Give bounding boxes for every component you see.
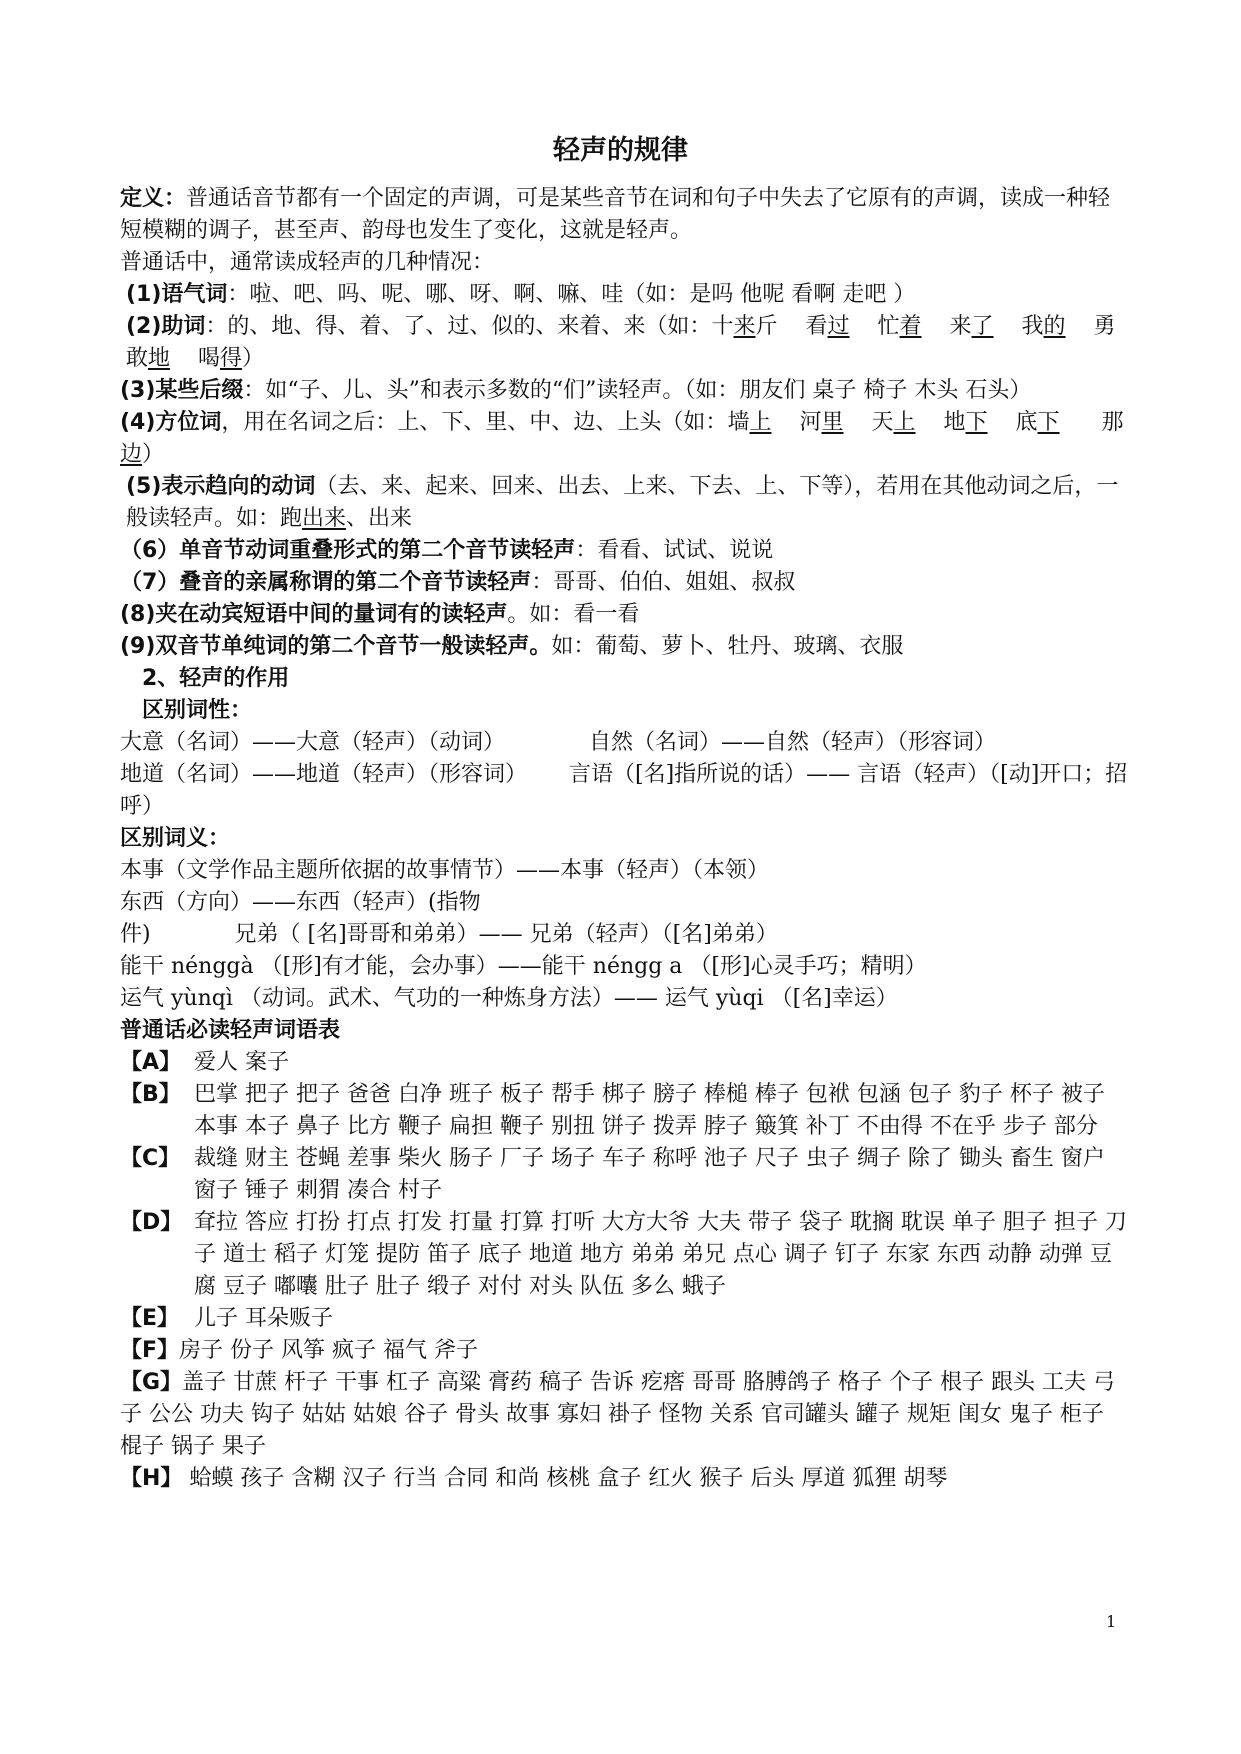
rule-6 <box>120 535 1130 567</box>
rule-2-text: ：的、地、得、着、了、过、似的、来着、来（如： <box>205 314 712 339</box>
rule-4-example: 那边 <box>120 410 1124 467</box>
rule-2-example: 喝得 <box>198 346 243 371</box>
rule-5-text: （去、来、起来、回来、出去、上来、下去、上、下等），若用在其他动词之后，一般读轻声。如：跑 <box>126 474 1119 531</box>
rule-7 <box>120 567 1130 599</box>
rule-2-example: 来了 <box>949 314 994 339</box>
ciyi-line-2: 东西（方向）——东西（轻声）(指物件) 兄弟（ [名]哥哥和弟弟）—— 兄弟（轻声）（[名]弟弟） <box>120 890 778 947</box>
section-2-heading: 2、轻声的作用 <box>142 666 290 691</box>
rule-1-text: ：啦、吧、吗、呢、哪、呀、啊、嘛、哇（如：是吗 他呢 看啊 走吧 ） <box>227 282 916 307</box>
rule-3-label: (3)某些后缀 <box>120 378 244 403</box>
group-b <box>120 1079 1130 1143</box>
ciyi-line-4: 运气 yùnqì （动词。武术、气功的一种炼身方法）—— 运气 yùqi （[名]幸运） <box>120 986 898 1011</box>
group-g-words: 盖子 甘蔗 杆子 干事 杠子 高粱 膏药 稿子 告诉 疙瘩 哥哥 胳膊鸽子 格子 个子 根子 跟头 工夫 弓子 公公 功夫 钩子 姑姑 姑娘 谷子 骨头 故事 寡妇 褂子 怪物 关系 官司罐头 罐子 规矩 闺女 鬼子 柜子 棍子 锅子 果子 <box>120 1370 1115 1459</box>
rule-4-label: (4)方位词 <box>120 410 222 435</box>
group-d-label: 【D】 <box>120 1210 183 1235</box>
group-b-words: 巴掌 把子 把子 爸爸 白净 班子 板子 帮手 梆子 膀子 棒槌 棒子 包袱 包涵 包子 豹子 杯子 被子 本事 本子 鼻子 比方 鞭子 扁担 鞭子 别扭 饼子 拨弄 脖子 簸箕 补丁 不由得 不在乎 步子 部分 <box>194 1082 1105 1139</box>
document-body <box>120 183 1130 1495</box>
group-f-words: 房子 份子 风筝 疯子 福气 斧子 <box>179 1338 478 1363</box>
group-g <box>120 1367 1130 1463</box>
rule-2-label: (2)助词 <box>126 314 206 339</box>
rule-4-example: 墙上 <box>727 410 772 435</box>
rule-9-label: (9)双音节单纯词的第二个音节一般读轻声。 <box>120 634 552 659</box>
group-c-words: 裁缝 财主 苍蝇 差事 柴火 肠子 厂子 场子 车子 称呼 池子 尺子 虫子 绸子 除了 锄头 畜生 窗户 窗子 锤子 刺猬 凑合 村子 <box>194 1146 1105 1203</box>
rule-6-label: （6）单音节动词重叠形式的第二个音节读轻声 <box>120 538 576 563</box>
rule-2-example: 忙着 <box>877 314 922 339</box>
rule-5-label: (5)表示趋向的动词 <box>126 474 316 499</box>
rule-2-example: 我的 <box>1021 314 1066 339</box>
rule-2-example: 看过 <box>805 314 850 339</box>
definition-paragraph <box>120 183 1130 247</box>
group-e <box>120 1303 1130 1335</box>
group-a <box>120 1047 1130 1079</box>
cixing-heading: 区别词性： <box>142 698 253 723</box>
group-a-words: 爱人 案子 <box>194 1050 289 1075</box>
page-title: 轻声的规律 <box>553 135 688 166</box>
group-b-label: 【B】 <box>120 1082 181 1107</box>
group-e-label: 【E】 <box>120 1306 180 1331</box>
cixing-line-2: 地道（名词）——地道（轻声）（形容词） 言语（[名]指所说的话）—— 言语（轻声）（[动]开口；招呼） <box>120 762 1128 819</box>
rule-2-example: 十来斤 <box>711 314 778 339</box>
ciyi-line-1: 本事（文学作品主题所依据的故事情节）——本事（轻声）（本领） <box>120 858 770 883</box>
rule-1-label: (1)语气词 <box>126 282 228 307</box>
rule-4-example: 天上 <box>871 410 916 435</box>
rule-9 <box>120 631 1130 663</box>
ciyi-heading: 区别词义： <box>120 826 231 851</box>
group-g-label: 【G】 <box>120 1370 183 1395</box>
group-d <box>120 1207 1130 1303</box>
ciyi-line-3: 能干 nénggà （[形]有才能，会办事）——能干 néngg a （[形]心灵手巧；精明） <box>120 954 927 979</box>
group-c-label: 【C】 <box>120 1146 181 1171</box>
group-c <box>120 1143 1130 1207</box>
group-f <box>120 1335 1130 1367</box>
group-d-words: 耷拉 答应 打扮 打点 打发 打量 打算 打听 大方大爷 大夫 带子 袋子 耽搁 耽误 单子 胆子 担子 刀子 道士 稻子 灯笼 提防 笛子 底子 地道 地方 弟弟 弟兄 点心 调子 钉子 东家 东西 动静 动弹 豆腐 豆子 嘟囔 肚子 肚子 缎子 对付 对头 队伍 多么 蛾子 <box>194 1210 1127 1299</box>
rule-4-text: ，用在名词之后：上、下、里、中、边、上头（如： <box>221 410 728 435</box>
rule-5: (5)表示趋向的动词（去、来、起来、回来、出去、上来、下去、上、下等），若用在其他动词之后，一般读轻声。如：跑出来、出来 <box>126 474 1119 531</box>
group-e-words: 儿子 耳朵贩子 <box>194 1306 333 1331</box>
rule-2-example: 勇敢地 <box>126 314 1116 371</box>
group-h <box>120 1463 1130 1495</box>
rule-7-text: ：哥哥、伯伯、姐姐、叔叔 <box>531 570 796 595</box>
group-a-label: 【A】 <box>120 1050 182 1075</box>
rule-8-text: 。如：看一看 <box>507 602 640 627</box>
table-heading: 普通话必读轻声词语表 <box>120 1018 341 1043</box>
intro-line: 普通话中，通常读成轻声的几种情况： <box>120 250 495 275</box>
rule-8-label: (8)夹在动宾短语中间的量词有的读轻声 <box>120 602 508 627</box>
rule-8 <box>120 599 1130 631</box>
group-f-label: 【F】 <box>120 1338 180 1363</box>
group-h-words: 蛤蟆 孩子 含糊 汉子 行当 合同 和尚 核桃 盒子 红火 猴子 后头 厚道 狐狸 胡琴 <box>189 1466 948 1491</box>
cixing-line-1: 大意（名词）——大意（轻声）（动词） 自然（名词）——自然（轻声）（形容词） <box>120 730 996 755</box>
definition-label: 定义： <box>120 186 187 211</box>
rule-4-example: 地下 <box>943 410 988 435</box>
rule-4-example: 底下 <box>1015 410 1060 435</box>
rule-5-underlined: 出来 <box>302 506 347 531</box>
rule-3-text: ：如“子、儿、头”和表示多数的“们”读轻声。（如：朋友们 桌子 椅子 木头 石头） <box>243 378 1032 403</box>
definition-text: 普通话音节都有一个固定的声调，可是某些音节在词和句子中失去了它原有的声调，读成一种轻短模糊的调子，甚至声、韵母也发生了变化，这就是轻声。 <box>120 186 1111 243</box>
rule-6-text: ：看看、试试、说说 <box>575 538 774 563</box>
rule-2: (2)助词：的、地、得、着、了、过、似的、来着、来（如：十来斤 看过 忙着 来了 我的 勇敢地 喝得） <box>126 314 1116 371</box>
rule-1 <box>120 279 1130 311</box>
rule-9-text: 如：葡萄、萝卜、牡丹、玻璃、衣服 <box>551 634 904 659</box>
page-number: 1 <box>1106 1612 1117 1631</box>
rule-4-example: 河里 <box>799 410 844 435</box>
group-h-label: 【H】 <box>120 1466 183 1491</box>
rule-7-label: （7）叠音的亲属称谓的第二个音节读轻声 <box>120 570 532 595</box>
rule-3 <box>120 375 1130 407</box>
rule-4: (4)方位词，用在名词之后：上、下、里、中、边、上头（如：墙上 河里 天上 地下 底下 那边） <box>120 410 1124 467</box>
